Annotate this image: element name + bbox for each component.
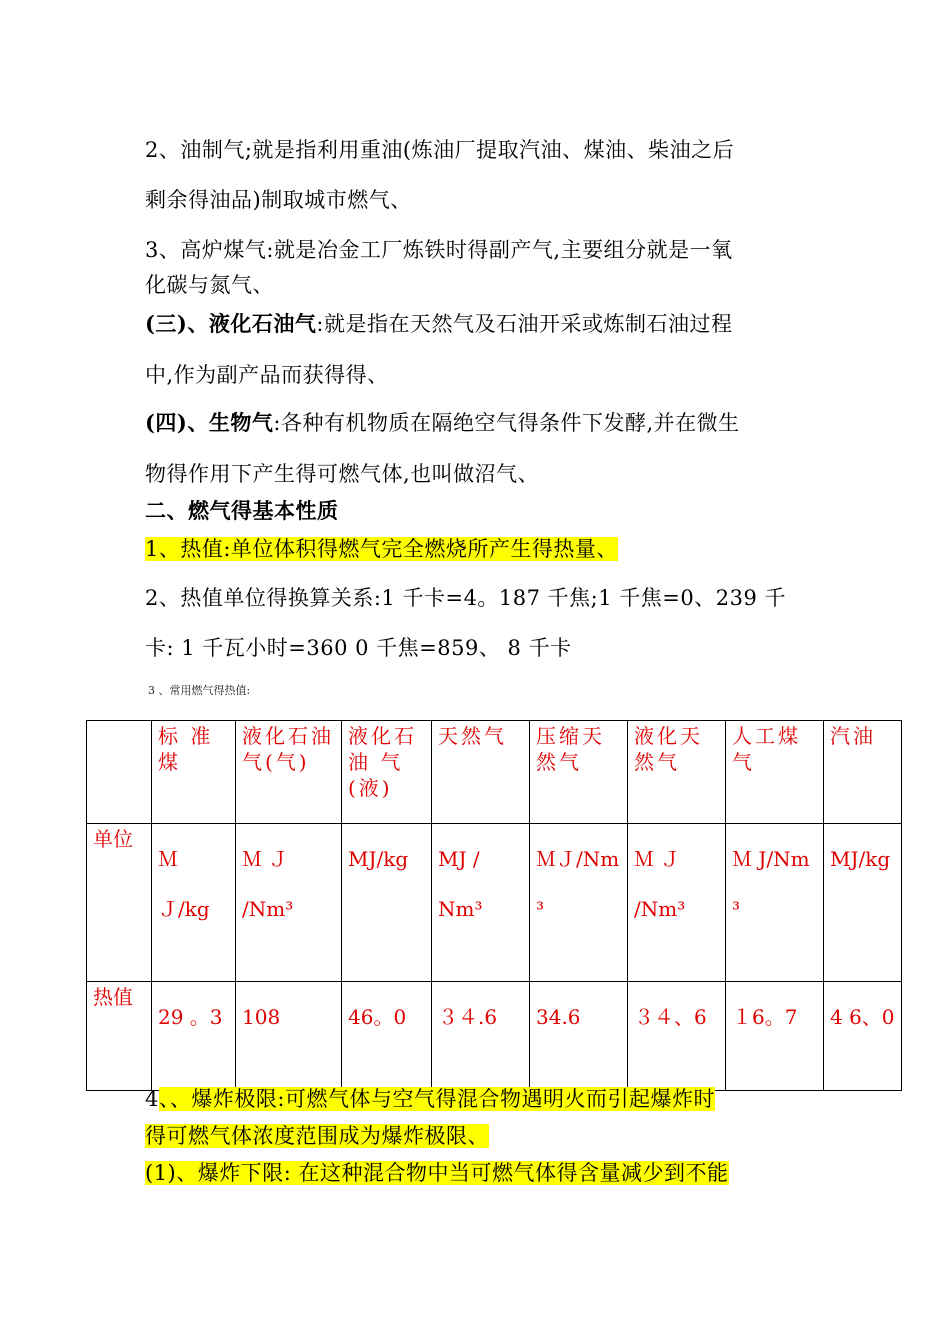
lower-limit-line1 <box>145 1158 810 1188</box>
table-header-row <box>87 721 902 824</box>
paragraph-lpg-line2: 中,作为副产品而获得得、 <box>145 363 389 387</box>
lpg-text: :就是指在天然气及石油开采或炼制石油过程 <box>316 312 733 336</box>
biogas-title: (四)、生物气 <box>145 410 274 435</box>
unit-cell: Ｍ J/Nm ³ <box>726 824 824 982</box>
unit-cell: Ｍ Ｊ /Nm³ <box>628 824 726 982</box>
value-row-label: 热值 <box>87 982 152 1091</box>
table-caption: 3 、常用燃气得热值: <box>148 684 251 697</box>
value-cell: 34.6 <box>530 982 628 1091</box>
header-cell-cng: 压缩天然气 <box>530 721 628 824</box>
heat-value-definition <box>145 534 810 564</box>
lpg-title: (三)、液化石油气 <box>145 311 317 336</box>
table-unit-row <box>87 824 902 982</box>
value-cell: ３４.6 <box>432 982 530 1091</box>
unit-cell: MJ/kg <box>342 824 432 982</box>
unit-cell: ＭＪ/Nm ³ <box>530 824 628 982</box>
value-cell: 108 <box>236 982 342 1091</box>
paragraph-oil-gas-line2: 剩余得油品)制取城市燃气、 <box>145 188 412 212</box>
header-cell-manufactured-gas: 人工煤气 <box>726 721 824 824</box>
unit-cell: ＭＪ/kg <box>152 824 236 982</box>
section-heading: 二、燃气得基本性质 <box>145 498 339 523</box>
unit-conversion-line1: 2、热值单位得换算关系:1 千卡=4。187 千焦;1 千焦=0、239 千 <box>145 586 787 610</box>
value-cell: 46。0 <box>342 982 432 1091</box>
value-cell: 29 。3 <box>152 982 236 1091</box>
paragraph-oil-gas-line1: 2、油制气;就是指利用重油(炼油厂提取汽油、煤油、柴油之后 <box>145 138 735 162</box>
heat-value-table <box>86 720 902 1091</box>
value-cell: ３４、6 <box>628 982 726 1091</box>
explosion-limit-line2 <box>145 1121 810 1151</box>
unit-cell: Ｍ Ｊ /Nm³ <box>236 824 342 982</box>
biogas-text: :各种有机物质在隔绝空气得条件下发酵,并在微生 <box>273 411 740 435</box>
paragraph-blast-furnace-line2: 化碳与氮气、 <box>145 273 274 297</box>
unit-row-label: 单位 <box>87 824 152 982</box>
paragraph-biogas-line1 <box>145 408 810 438</box>
explosion-highlight-1: 、、爆炸极限:可燃气体与空气得混合物遇明火而引起爆炸时 <box>158 1087 715 1111</box>
unit-cell: MJ / Nm³ <box>432 824 530 982</box>
explosion-highlight-2: 得可燃气体浓度范围成为爆炸极限、 <box>145 1124 489 1148</box>
unit-cell: MJ/kg <box>824 824 902 982</box>
paragraph-biogas-line2: 物得作用下产生得可燃气体,也叫做沼气、 <box>145 462 540 486</box>
header-cell-standard-coal: 标 准煤 <box>152 721 236 824</box>
explosion-number: 4 <box>145 1087 159 1111</box>
value-cell: １6。7 <box>726 982 824 1091</box>
header-cell-lpg-gas: 液化石油气(气) <box>236 721 342 824</box>
header-cell-empty <box>87 721 152 824</box>
lower-limit-highlight: (1)、爆炸下限: 在这种混合物中当可燃气体得含量减少到不能 <box>145 1161 729 1185</box>
header-cell-natural-gas: 天然气 <box>432 721 530 824</box>
header-cell-lng: 液化天然气 <box>628 721 726 824</box>
table-value-row <box>87 982 902 1091</box>
paragraph-lpg-line1 <box>145 309 810 339</box>
heat-value-highlight: 1、热值:单位体积得燃气完全燃烧所产生得热量、 <box>145 537 618 561</box>
unit-conversion-line2: 卡: 1 千瓦小时=360 0 千焦=859、 8 千卡 <box>145 636 572 660</box>
explosion-limit-line1 <box>145 1084 810 1114</box>
header-cell-lpg-liquid: 液化石油 气(液) <box>342 721 432 824</box>
header-cell-gasoline: 汽油 <box>824 721 902 824</box>
paragraph-blast-furnace-line1: 3、高炉煤气:就是冶金工厂炼铁时得副产气,主要组分就是一氧 <box>145 238 733 262</box>
value-cell: 4 6、0 <box>824 982 902 1091</box>
